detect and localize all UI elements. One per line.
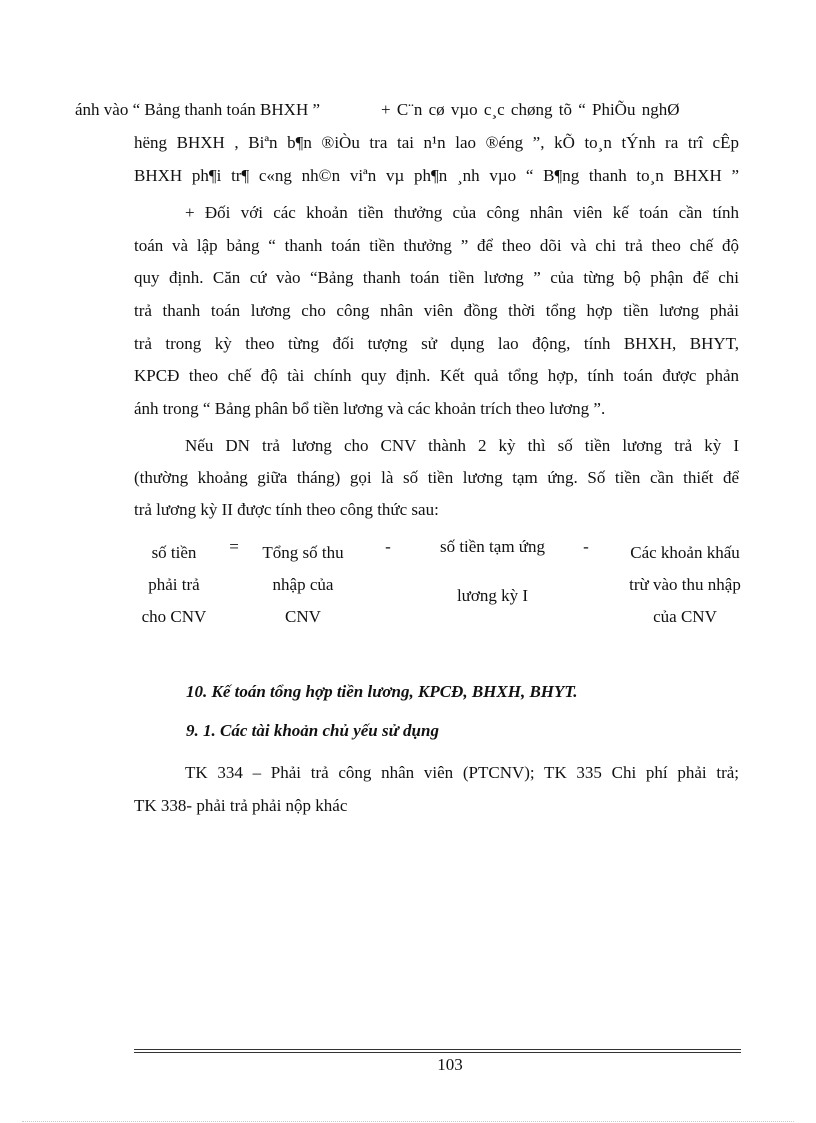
paragraph-1-line-1a: ánh vào “ Bảng thanh toán BHXH ”: [75, 100, 321, 119]
paragraph-1-line-3: BHXH ph¶i tr¶ c«ng nh©n viªn vµ ph¶n ¸nh vµo “ B¶ng thanh to¸n BHXH ”: [134, 166, 739, 185]
paragraph-2-line-5: trả trong kỳ theo từng đối tượng sử dụng lao động, tính BHXH, BHYT,: [134, 334, 739, 353]
formula-text: cho CNV: [141, 607, 207, 626]
formula-text: Tổng số thu: [262, 543, 344, 562]
formula-term-amount-payable: [124, 537, 224, 633]
paragraph-2-line-1: + Đối với các khoản tiền thưởng của công nhân viên kế toán cần tính: [185, 203, 739, 222]
formula-text: Các khoản khấu: [630, 543, 740, 562]
paragraph-1-line-2: hëng BHXH , Biªn b¶n ®iÒu tra tai n¹n lao ®éng ”, kÕ to¸n tÝnh ra trî cÊp: [134, 133, 739, 152]
formula-text: CNV: [285, 607, 321, 626]
paragraph-2-line-3: quy định. Căn cứ vào “Bảng thanh toán tiền lương ” của từng bộ phận để chi: [134, 268, 739, 287]
paragraph-4-line-2: TK 338- phải trả phải nộp khác: [134, 796, 348, 815]
formula-minus-1: -: [385, 537, 391, 556]
subsection-heading: 9. 1. Các tài khoản chủ yếu sử dụng: [186, 721, 439, 740]
formula-equals: =: [229, 537, 239, 556]
formula-text: số tiền: [151, 543, 197, 562]
formula-text: trừ vào thu nhập: [629, 575, 741, 594]
footer-rule-bottom: [134, 1052, 741, 1053]
page-number: 103: [437, 1055, 463, 1074]
paragraph-4-line-1: TK 334 – Phải trả công nhân viên (PTCNV); TK 335 Chi phí phải trả;: [185, 763, 739, 782]
paragraph-3-line-1: Nếu DN trả lương cho CNV thành 2 kỳ thì số tiền lương trả kỳ I: [185, 436, 739, 455]
formula-text: của CNV: [653, 607, 717, 626]
formula-minus-2: -: [583, 537, 589, 556]
paragraph-2-line-7: ánh trong “ Bảng phân bổ tiền lương và các khoản trích theo lương ”.: [134, 399, 606, 418]
formula-term-advance-period: lương kỳ I: [456, 586, 529, 605]
page-bottom-dotted-edge: [22, 1121, 794, 1122]
formula-text: phải trả: [148, 575, 200, 594]
formula-term-deductions: [610, 537, 760, 633]
paragraph-3-line-2: (thường khoảng giữa tháng) gọi là số tiền lương tạm ứng. Số tiền cần thiết để: [134, 468, 739, 487]
paragraph-2-line-2: toán và lập bảng “ thanh toán tiền thưởng ” để theo dõi và chi trả theo chế độ: [134, 236, 739, 255]
paragraph-1-line-1b: + C¨n cø vµo c¸c chøng tõ “ PhiÕu nghØ: [381, 100, 680, 119]
section-heading: 10. Kế toán tổng hợp tiền lương, KPCĐ, BHXH, BHYT.: [186, 682, 578, 701]
paragraph-2-line-4: trả thanh toán lương cho công nhân viên đồng thời tổng hợp tiền lương phải: [134, 301, 739, 320]
paragraph-3-line-3: trả lương kỳ II được tính theo công thức sau:: [134, 500, 439, 519]
footer-rule-top: [134, 1049, 741, 1050]
paragraph-2-line-6: KPCĐ theo chế độ tài chính quy định. Kết quả tổng hợp, tính toán được phản: [134, 366, 739, 385]
formula-term-total-income: [248, 537, 358, 633]
formula-term-advance: số tiền tạm ứng: [439, 537, 546, 556]
formula-text: nhập của: [272, 575, 334, 594]
